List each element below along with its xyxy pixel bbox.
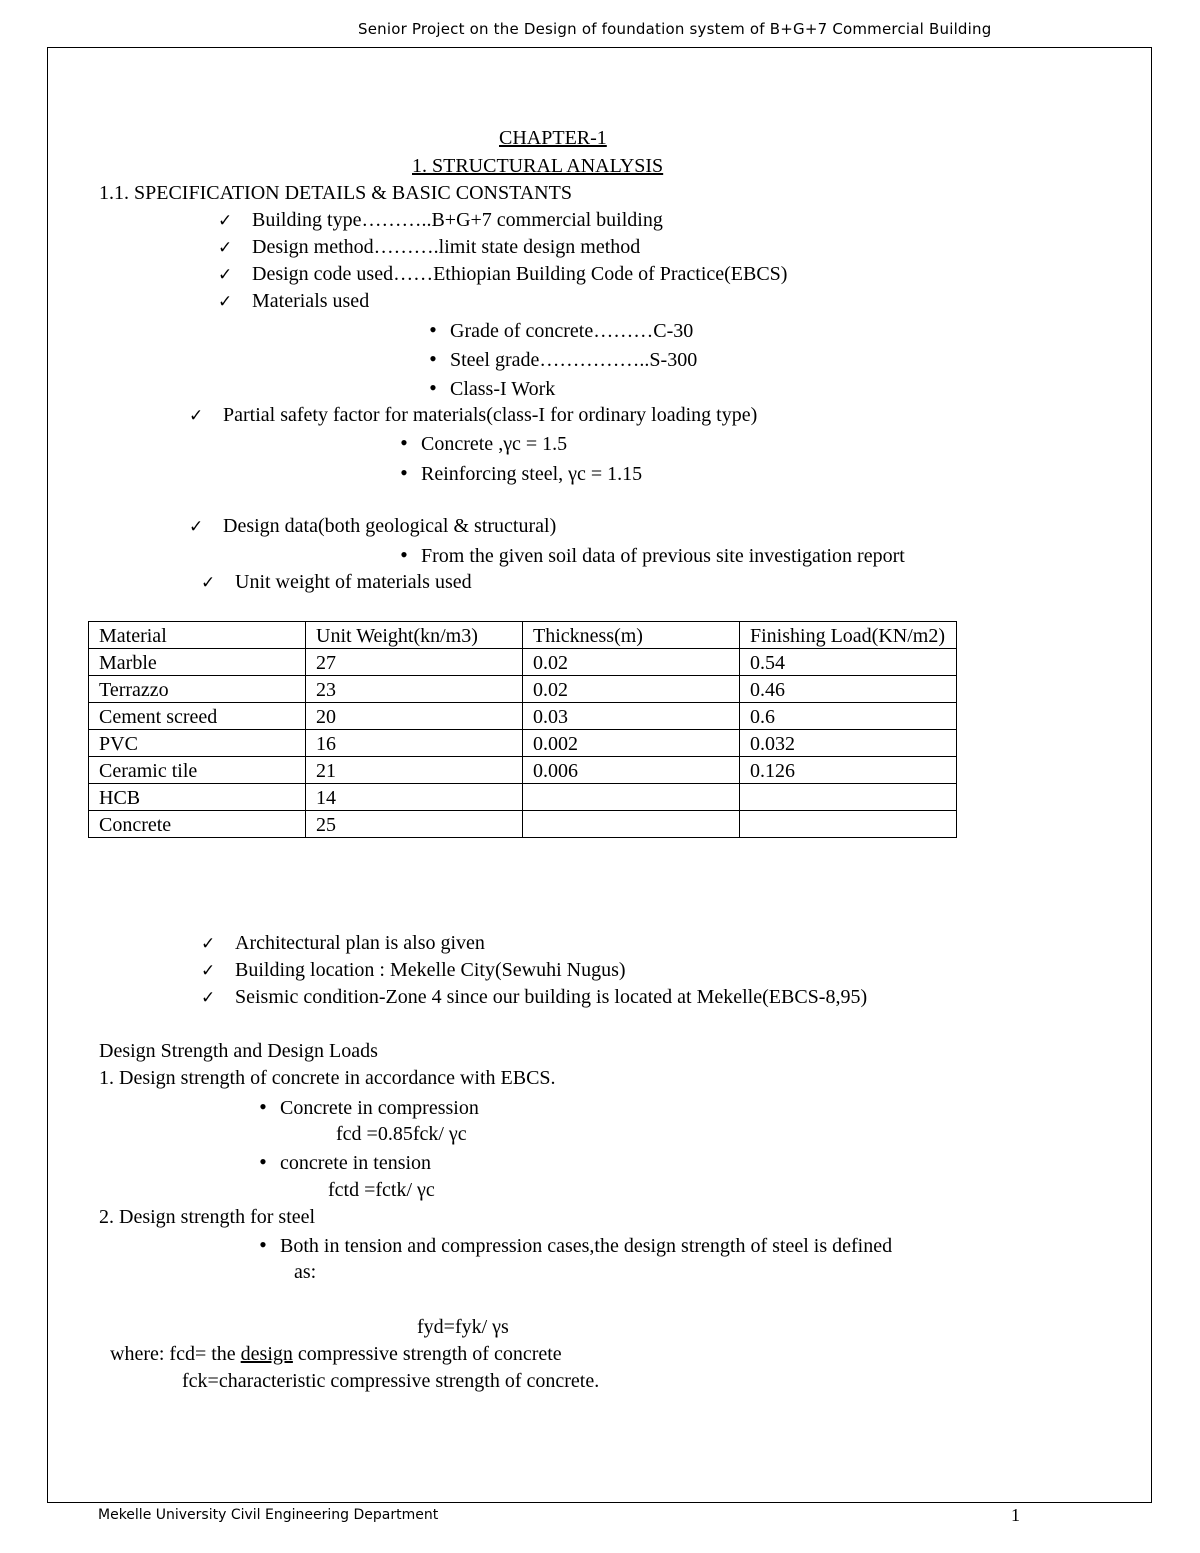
spec-concrete-factor: • Concrete ,γc = 1.5 bbox=[387, 431, 567, 456]
page-header: Senior Project on the Design of foundation system of B+G+7 Commercial Building bbox=[358, 20, 992, 38]
table-cell: 0.6 bbox=[740, 703, 957, 730]
table-cell: 0.02 bbox=[523, 676, 740, 703]
table-cell: PVC bbox=[89, 730, 306, 757]
table-cell: 0.126 bbox=[740, 757, 957, 784]
steel-strength-text: • Both in tension and compression cases,the design strength of steel is defined bbox=[246, 1233, 892, 1258]
table-cell: Marble bbox=[89, 649, 306, 676]
table-cell: 23 bbox=[306, 676, 523, 703]
spec-grade-concrete: • Grade of concrete………C-30 bbox=[416, 318, 693, 343]
spec-building-type: ✓ Building type………..B+G+7 commercial building bbox=[218, 208, 663, 233]
table-header-cell: Thickness(m) bbox=[523, 622, 740, 649]
table-cell: 0.02 bbox=[523, 649, 740, 676]
spec-materials-used: ✓ Materials used bbox=[218, 289, 369, 314]
spec-design-code: ✓ Design code used……Ethiopian Building Code of Practice(EBCS) bbox=[218, 262, 787, 287]
table-row bbox=[89, 811, 957, 838]
page-number: 1 bbox=[1011, 1505, 1020, 1525]
table-row bbox=[89, 757, 957, 784]
strength-compression: • Concrete in compression bbox=[246, 1095, 479, 1120]
fck-definition: fck=characteristic compressive strength of concrete. bbox=[182, 1370, 600, 1392]
strength-item-1: 1. Design strength of concrete in accordance with EBCS. bbox=[99, 1067, 556, 1089]
table-cell bbox=[523, 784, 740, 811]
strength-heading: Design Strength and Design Loads bbox=[99, 1040, 378, 1062]
spec-class-work: • Class-I Work bbox=[416, 376, 555, 401]
strength-item-2: 2. Design strength for steel bbox=[99, 1206, 316, 1228]
fcd-formula: fcd =0.85fck/ γc bbox=[336, 1123, 467, 1145]
unit-weight-table bbox=[88, 621, 957, 838]
subsection-title: 1.1. SPECIFICATION DETAILS & BASIC CONSTANTS bbox=[99, 182, 572, 204]
table-cell bbox=[740, 784, 957, 811]
table-cell: Concrete bbox=[89, 811, 306, 838]
spec-steel-factor: • Reinforcing steel, γc = 1.15 bbox=[387, 461, 642, 486]
table-header-cell: Material bbox=[89, 622, 306, 649]
section-title: 1. STRUCTURAL ANALYSIS bbox=[412, 155, 664, 177]
table-cell bbox=[523, 811, 740, 838]
strength-tension: • concrete in tension bbox=[246, 1150, 431, 1175]
table-row bbox=[89, 676, 957, 703]
table-cell: 0.006 bbox=[523, 757, 740, 784]
spec-design-data: ✓ Design data(both geological & structural) bbox=[189, 514, 556, 539]
spec-arch-plan: ✓ Architectural plan is also given bbox=[201, 931, 485, 956]
chapter-title: CHAPTER-1 bbox=[499, 127, 607, 149]
table-cell: 25 bbox=[306, 811, 523, 838]
table-cell: 0.46 bbox=[740, 676, 957, 703]
table-cell: 0.002 bbox=[523, 730, 740, 757]
fyd-formula: fyd=fyk/ γs bbox=[417, 1316, 509, 1338]
table-cell: Ceramic tile bbox=[89, 757, 306, 784]
table-cell: 0.54 bbox=[740, 649, 957, 676]
table-cell: 0.03 bbox=[523, 703, 740, 730]
table-cell: Cement screed bbox=[89, 703, 306, 730]
design-link-text: design bbox=[240, 1343, 293, 1365]
page-footer: Mekelle University Civil Engineering Department bbox=[98, 1507, 439, 1523]
spec-partial-safety: ✓ Partial safety factor for materials(class-I for ordinary loading type) bbox=[189, 403, 757, 428]
table-cell: 0.032 bbox=[740, 730, 957, 757]
table-cell bbox=[740, 811, 957, 838]
table-row bbox=[89, 703, 957, 730]
table-cell: 20 bbox=[306, 703, 523, 730]
spec-soil-data: • From the given soil data of previous site investigation report bbox=[387, 543, 905, 568]
table-cell: 14 bbox=[306, 784, 523, 811]
spec-design-method: ✓ Design method……….limit state design method bbox=[218, 235, 640, 260]
table-cell: HCB bbox=[89, 784, 306, 811]
fctd-formula: fctd =fctk/ γc bbox=[328, 1179, 435, 1201]
table-cell: 21 bbox=[306, 757, 523, 784]
steel-strength-text-cont: as: bbox=[294, 1261, 317, 1283]
where-fcd-definition: where: fcd= the design compressive strength of concrete bbox=[110, 1343, 562, 1365]
spec-unit-weight: ✓ Unit weight of materials used bbox=[201, 570, 472, 595]
table-cell: Terrazzo bbox=[89, 676, 306, 703]
table-header-row bbox=[89, 622, 957, 649]
table-row bbox=[89, 649, 957, 676]
table-cell: 16 bbox=[306, 730, 523, 757]
table-row bbox=[89, 730, 957, 757]
table-cell: 27 bbox=[306, 649, 523, 676]
table-header-cell: Unit Weight(kn/m3) bbox=[306, 622, 523, 649]
spec-steel-grade: • Steel grade……………..S-300 bbox=[416, 347, 697, 372]
table-row bbox=[89, 784, 957, 811]
spec-seismic: ✓ Seismic condition-Zone 4 since our building is located at Mekelle(EBCS-8,95) bbox=[201, 985, 867, 1010]
table-header-cell: Finishing Load(KN/m2) bbox=[740, 622, 957, 649]
spec-location: ✓ Building location : Mekelle City(Sewuhi Nugus) bbox=[201, 958, 626, 983]
